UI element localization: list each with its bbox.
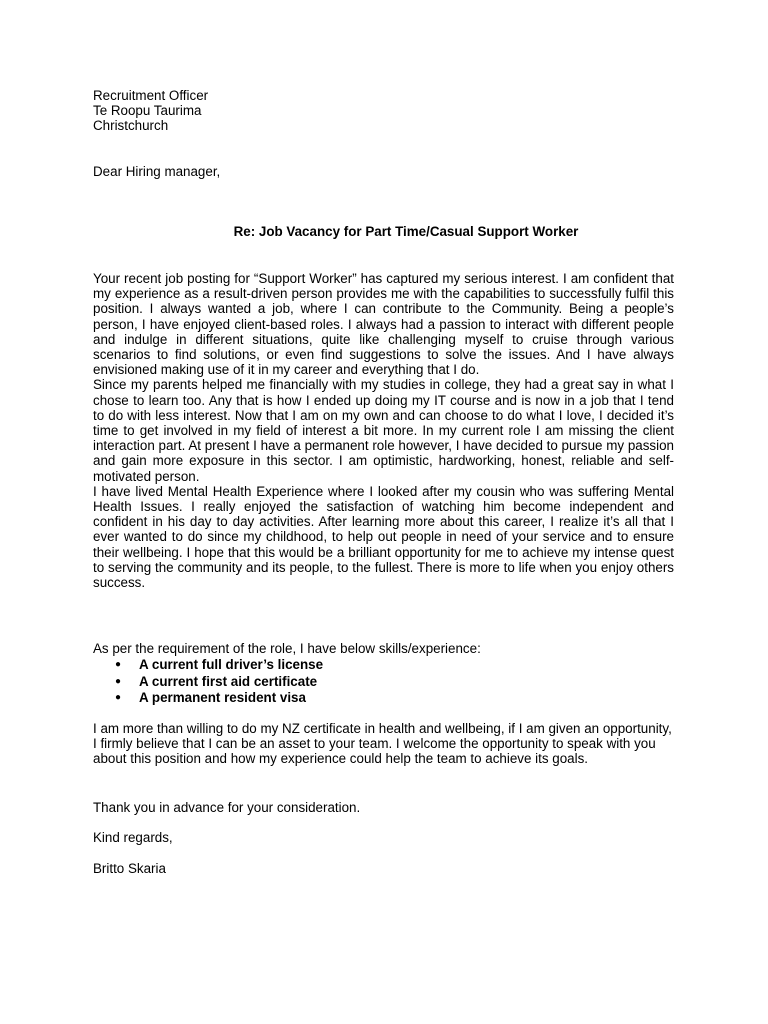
closing-paragraph: I am more than willing to do my NZ certificate in health and wellbeing, if I am given an opportunity, I firmly believe that I can be an asset to your team. I welcome the opportunity to speak with you about this position and how my experience could help the team to achieve its goals. [93, 721, 672, 767]
bullet-icon: ● [115, 675, 122, 687]
bullet-icon: ● [115, 659, 122, 670]
skills-intro: As per the requirement of the role, I have below skills/experience: [93, 641, 481, 656]
skill-text: A current first aid certificate [139, 673, 318, 689]
thanks-line: Thank you in advance for your consideration. [93, 800, 361, 815]
letter-body [93, 271, 674, 590]
list-item [93, 657, 674, 674]
body-paragraph: Since my parents helped me financially with my studies in college, they had a great say in what I chose to learn too. Any that is how I ended up doing my IT course and is now in a job that I tend to do with less interest. Now that I am on my own and can choose to do what I love, I decided it’s time to get involved in my field of interest a bit more. In my current role I am missing the client interaction part. At present I have a permanent role however, I have decided to pursue my passion and gain more exposure in this sector. I am optimistic, hardworking, honest, reliable and self-motivated person. [93, 377, 674, 484]
bullet-icon: ● [115, 692, 122, 703]
body-paragraph: Your recent job posting for “Support Worker” has captured my serious interest. I am confident that my experience as a result-driven person provides me with the capabilities to successfully fulfil this position. I always wanted a job, where I can contribute to the Community. Being a people’s person, I have enjoyed client-based roles. I always had a passion to interact with different people and indulge in different situations, quite like challenging myself to cruise through various scenarios to find solutions, or even find suggestions to solve the issues. And I have always envisioned making use of it in my career and everything that I do. [93, 271, 674, 378]
recipient-address [93, 88, 674, 134]
recipient-line: Christchurch [93, 118, 169, 134]
signature: Britto Skaria [93, 861, 166, 876]
sign-off: Kind regards, [93, 830, 173, 845]
list-item [93, 674, 674, 691]
skill-text: A permanent resident visa [139, 690, 306, 705]
list-item [93, 690, 674, 707]
salutation: Dear Hiring manager, [93, 164, 221, 179]
skill-text: A current full driver’s license [139, 657, 324, 672]
skills-list [93, 657, 674, 707]
body-paragraph: I have lived Mental Health Experience where I looked after my cousin who was suffering Mental Health Issues. I really enjoyed the satisfaction of watching him become independent and confident in his day to day activities. After learning more about this career, I realize it’s all that I ever wanted to do since my childhood, to help out people in need of your service and to ensure their wellbeing. I hope that this would be a brilliant opportunity for me to achieve my intense quest to serving the community and its people, to the fullest. There is more to life when you enjoy others success. [93, 483, 674, 591]
subject-line: Re: Job Vacancy for Part Time/Casual Support Worker [233, 224, 579, 239]
recipient-line: Recruitment Officer [93, 88, 209, 103]
recipient-line: Te Roopu Taurima [93, 103, 202, 119]
